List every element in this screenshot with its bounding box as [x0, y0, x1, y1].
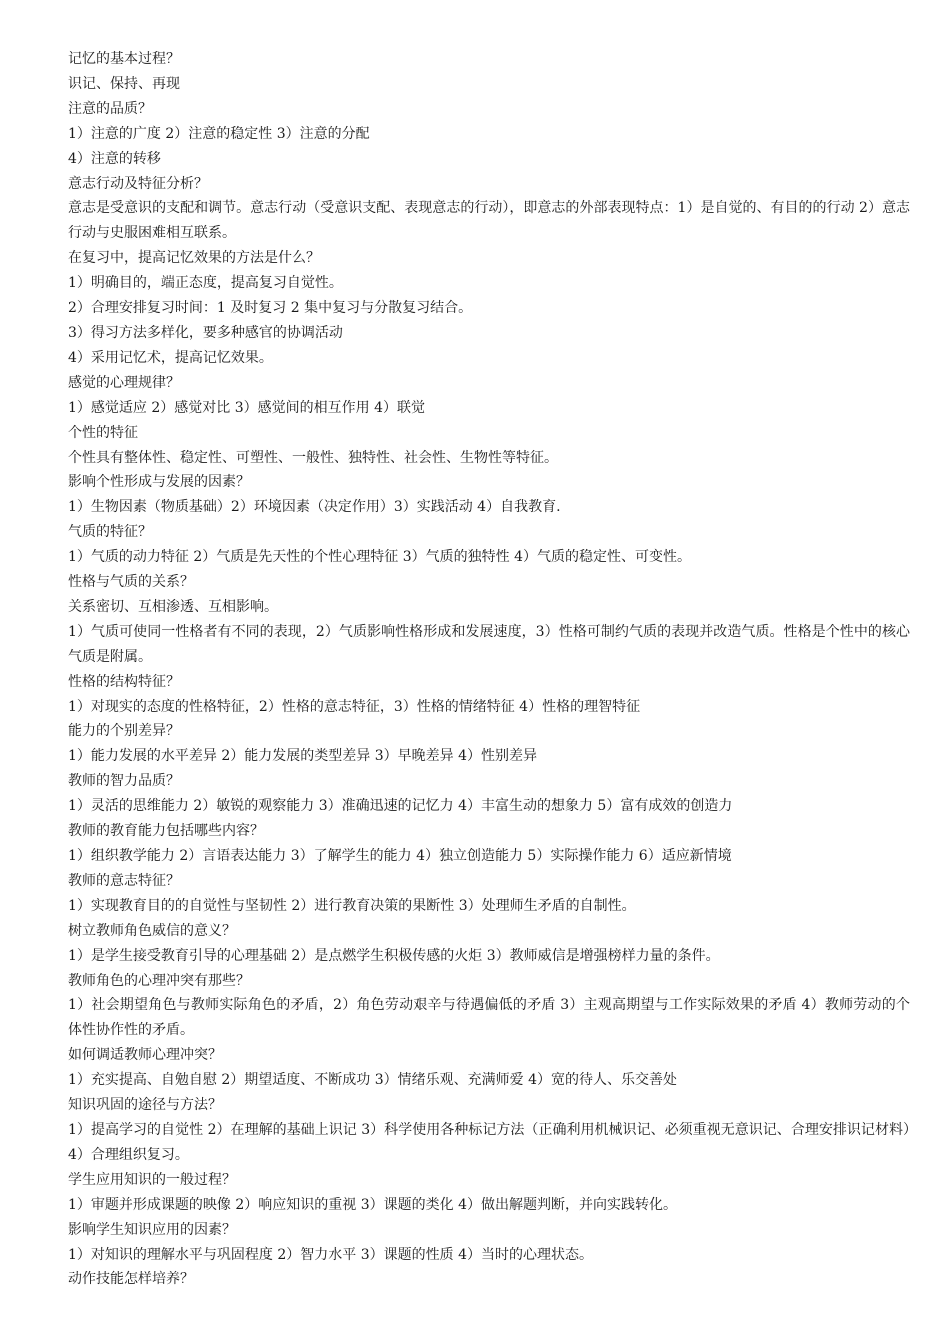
question-personality-traits: 个性的特征 — [68, 424, 138, 441]
question-temperament-traits: 气质的特征？ — [68, 524, 152, 541]
answer-ability-difference: 1）能力发展的水平差异 2）能力发展的类型差异 3）早晚差异 4）性别差异 — [68, 748, 537, 765]
question-character-structure: 性格的结构特征？ — [68, 673, 180, 690]
question-memory-process: 记忆的基本过程？ — [68, 51, 180, 67]
answer-attention-quality: 1）注意的广度 2）注意的稳定性 3）注意的分配 — [68, 125, 370, 142]
answer-review-3: 3）得习方法多样化，要多种感官的协调活动 — [68, 324, 343, 341]
answer-teacher-intelligence: 1）灵活的思维能力 2）敏锐的观察能力 3）准确迅速的记忆力 4）丰富生动的想象力 5）富有成效的创造力 — [68, 798, 733, 815]
question-ability-difference: 能力的个别差异？ — [68, 723, 180, 740]
question-motor-skill: 动作技能怎样培养？ — [68, 1271, 194, 1288]
question-conflict-adjust: 如何调适教师心理冲突？ — [68, 1047, 222, 1064]
question-personality-factors: 影响个性形成与发展的因素？ — [68, 474, 250, 491]
answer-knowledge-consolidation: 1）提高学习的自觉性 2）在理解的基础上识记 3）科学使用各种标记方法（正确利用机械识记、必须重视无意识记、合理安排识记材料）4）合理组织复习。 — [68, 1121, 910, 1163]
answer-will-action: 意志是受意识的支配和调节。意志行动（受意识支配、表现意志的行动），即意志的外部表现特点：1）是自觉的、有目的的行动 2）意志行动与史服困难相互联系。 — [68, 200, 910, 242]
question-attention-quality: 注意的品质？ — [68, 100, 152, 117]
question-teacher-prestige: 树立教师角色威信的意义？ — [68, 922, 236, 939]
answer-knowledge-application: 1）审题并形成课题的映像 2）响应知识的重视 3）课题的类化 4）做出解题判断，并向实践转化。 — [68, 1196, 677, 1213]
answer-teacher-ability: 1）组织教学能力 2）言语表达能力 3）了解学生的能力 4）独立创造能力 5）实际操作能力 6）适应新情境 — [68, 848, 732, 864]
question-knowledge-consolidation: 知识巩固的途径与方法？ — [68, 1097, 222, 1114]
answer-character-temperament-2: 1）气质可使同一性格者有不同的表现，2）气质影响性格形成和发展速度，3）性格可制约气质的表现并改造气质。性格是个性中的核心气质是附属。 — [68, 623, 910, 665]
question-teacher-intelligence: 教师的智力品质？ — [68, 773, 180, 790]
question-teacher-conflict: 教师角色的心理冲突有那些？ — [68, 972, 250, 989]
answer-teacher-prestige: 1）是学生接受教育引导的心理基础 2）是点燃学生积极传感的火炬 3）教师威信是增强榜样力量的条件。 — [68, 947, 720, 964]
answer-sensation-law: 1）感觉适应 2）感觉对比 3）感觉间的相互作用 4）联觉 — [68, 399, 425, 416]
answer-teacher-will: 1）实现教育目的的自觉性与坚韧性 2）进行教育决策的果断性 3）处理师生矛盾的自制性。 — [68, 897, 636, 914]
question-teacher-will: 教师的意志特征？ — [68, 872, 180, 889]
question-teacher-ability: 教师的教育能力包括哪些内容？ — [68, 823, 264, 840]
answer-review-1: 1）明确目的，端正态度，提高复习自觉性。 — [68, 275, 343, 292]
answer-temperament-traits: 1）气质的动力特征 2）气质是先天性的个性心理特征 3）气质的独特性 4）气质的稳定性、可变性。 — [68, 549, 691, 566]
question-review-memory: 在复习中，提高记忆效果的方法是什么？ — [68, 250, 320, 267]
answer-application-factors: 1）对知识的理解水平与巩固程度 2）智力水平 3）课题的性质 4）当时的心理状态。 — [68, 1246, 593, 1263]
answer-teacher-conflict: 1）社会期望角色与教师实际角色的矛盾，2）角色劳动艰辛与待遇偏低的矛盾 3）主观高期望与工作实际效果的矛盾 4）教师劳动的个体性协作性的矛盾。 — [68, 997, 910, 1039]
answer-character-temperament-1: 关系密切、互相渗透、互相影响。 — [68, 598, 278, 615]
answer-personality-traits: 个性具有整体性、稳定性、可塑性、一般性、独特性、社会性、生物性等特征。 — [68, 449, 558, 466]
answer-attention-quality-cont: 4）注意的转移 — [68, 150, 161, 167]
question-character-temperament: 性格与气质的关系？ — [68, 574, 194, 591]
answer-personality-factors: 1）生物因素（物质基础）2）环境因素（决定作用）3）实践活动 4）自我教育. — [68, 499, 561, 516]
answer-conflict-adjust: 1）充实提高、自勉自慰 2）期望适度、不断成功 3）情绪乐观、充满师爱 4）宽的待人、乐交善处 — [68, 1072, 677, 1089]
question-will-action: 意志行动及特征分析？ — [68, 175, 208, 192]
answer-memory-process: 识记、保持、再现 — [68, 75, 180, 92]
answer-character-structure: 1）对现实的态度的性格特征，2）性格的意志特征，3）性格的情绪特征 4）性格的理智特征 — [68, 698, 641, 715]
answer-review-2: 2）合理安排复习时间：1 及时复习 2 集中复习与分散复习结合。 — [68, 300, 473, 317]
question-sensation-law: 感觉的心理规律？ — [68, 374, 180, 391]
question-knowledge-application: 学生应用知识的一般过程？ — [68, 1171, 236, 1188]
answer-review-4: 4）采用记忆术，提高记忆效果。 — [68, 349, 273, 366]
question-application-factors: 影响学生知识应用的因素？ — [68, 1221, 236, 1238]
